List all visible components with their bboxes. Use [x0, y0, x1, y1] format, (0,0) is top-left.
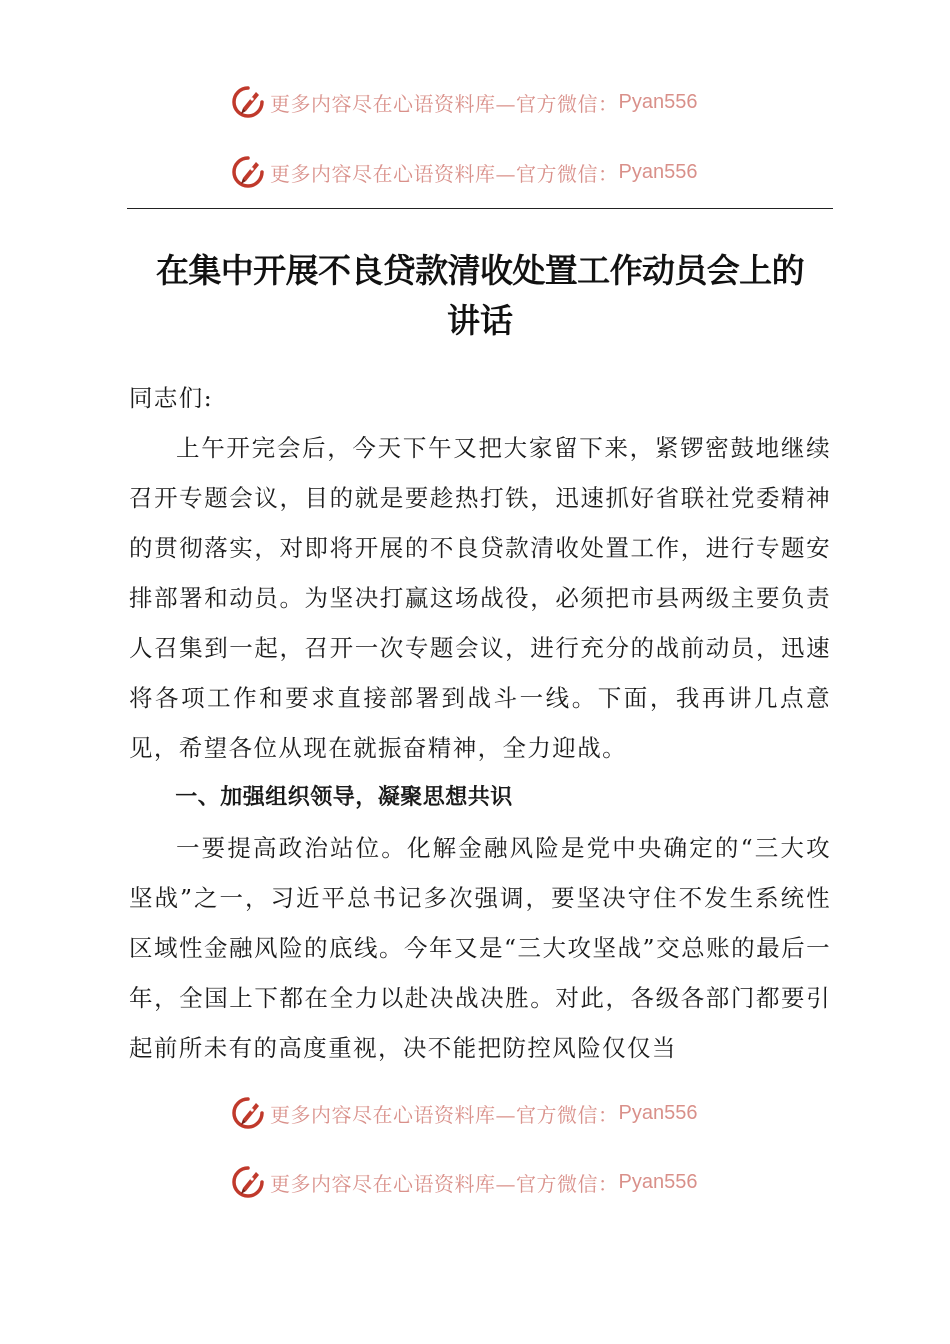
- header-divider: [127, 208, 833, 209]
- pen-nib-circle-icon: [230, 154, 266, 190]
- watermark-wechat-id: Pyan556: [618, 1101, 698, 1124]
- watermark-wechat-id: Pyan556: [618, 1170, 698, 1193]
- section-heading: 一、加强组织领导，凝聚思想共识: [175, 785, 513, 810]
- watermark-banner: [230, 152, 697, 192]
- watermark-banner: [230, 1162, 697, 1202]
- watermark-text: 更多内容尽在心语资料库—官方微信：: [270, 91, 619, 116]
- watermark-banner: [230, 82, 697, 122]
- watermark-text: 更多内容尽在心语资料库—官方微信：: [270, 1102, 619, 1127]
- title-line-1: 在集中开展不良贷款清收处置工作动员会上的: [155, 251, 804, 290]
- document-title: [127, 246, 833, 346]
- watermark-wechat-id: Pyan556: [618, 90, 698, 113]
- salutation: 同志们:: [129, 384, 214, 412]
- document-body: [129, 373, 831, 1073]
- watermark-text: 更多内容尽在心语资料库—官方微信：: [270, 161, 619, 186]
- watermark-wechat-id: Pyan556: [618, 160, 698, 183]
- pen-nib-circle-icon: [230, 1095, 266, 1131]
- pen-nib-circle-icon: [230, 1164, 266, 1200]
- watermark-text: 更多内容尽在心语资料库—官方微信：: [270, 1171, 619, 1196]
- pen-nib-circle-icon: [230, 84, 266, 120]
- paragraph: 上午开完会后，今天下午又把大家留下来，紧锣密鼓地继续召开专题会议，目的就是要趁热打铁，迅速抓好省联社党委精神的贯彻落实，对即将开展的不良贷款清收处置工作，进行专题安排部署和动员。为坚决打赢这场战役，必须把市县两级主要负责人召集到一起，召开一次专题会议，进行充分的战前动员，迅速将各项工作和要求直接部署到战斗一线。下面，我再讲几点意见，希望各位从现在就振奋精神，全力迎战。: [129, 434, 831, 762]
- title-line-2: 讲话: [447, 301, 513, 340]
- watermark-banner: [230, 1093, 697, 1133]
- paragraph: 一要提高政治站位。化解金融风险是党中央确定的“三大攻坚战”之一，习近平总书记多次强调，要坚决守住不发生系统性区域性金融风险的底线。今年又是“三大攻坚战”交总账的最后一年，全国上下都在全力以赴决战决胜。对此，各级各部门都要引起前所未有的高度重视，决不能把防控风险仅仅当: [129, 834, 831, 1062]
